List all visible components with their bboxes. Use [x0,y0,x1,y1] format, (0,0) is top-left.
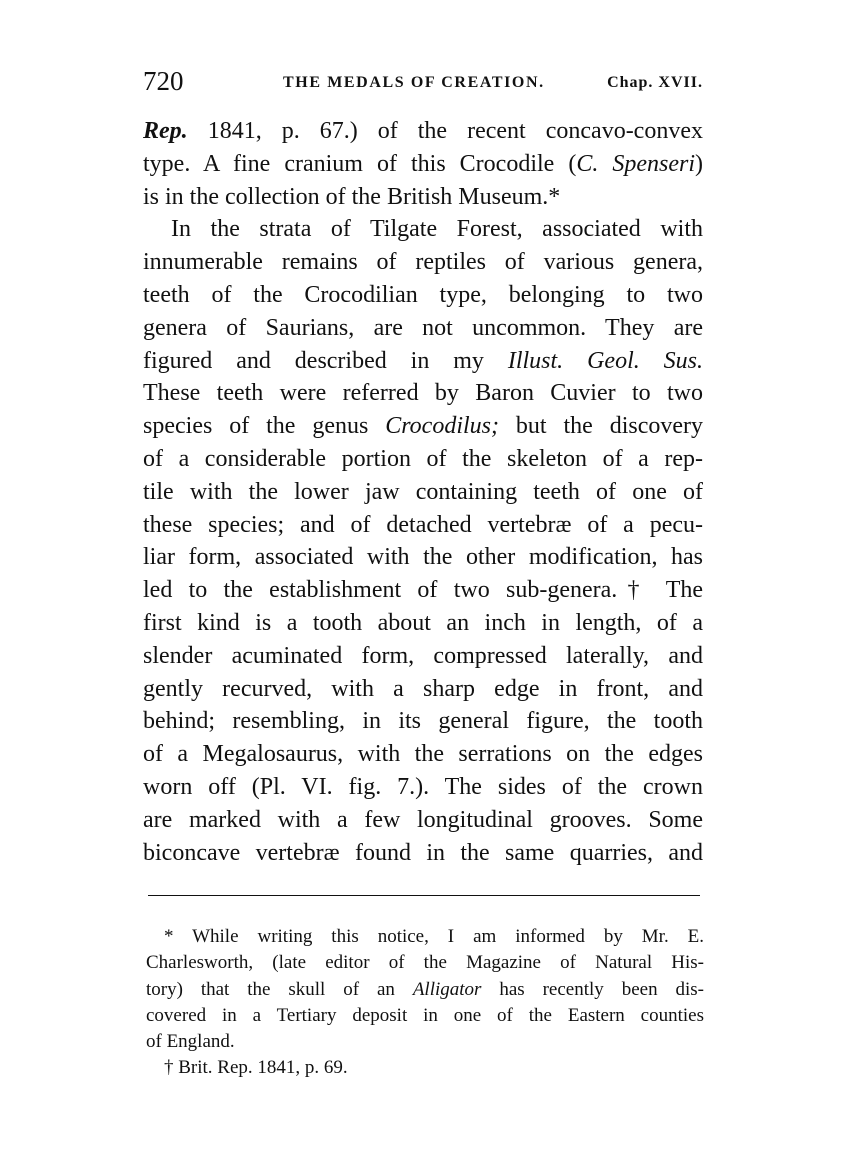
text-line: slender acuminated form, compressed laterally, and [143,642,703,669]
text-run: has recently been dis- [481,978,704,1000]
text-line [143,410,703,443]
text-run: figured and described in my [143,347,508,374]
text-run-bold-italic: Rep. [143,118,188,144]
text-run: ) [695,150,703,177]
page-number: 720 [143,66,184,96]
text-line [143,345,703,378]
text-line: led to the establishment of two sub-genera.† The [143,577,703,604]
text-run: but the discovery [499,413,703,440]
footnotes [146,924,704,1082]
text-line: of a considerable portion of the skeleton of a rep- [143,445,703,472]
text-line: these species; and of detached vertebræ of a pecu- [143,511,703,538]
text-line: biconcave vertebræ found in the same quarries, and [143,839,703,866]
text-line: gently recurved, with a sharp edge in front, and [143,675,703,702]
text-line: These teeth were referred by Baron Cuvier to two [143,380,703,407]
footnote-line: covered in a Tertiary deposit in one of the Eastern counties [146,1004,704,1026]
text-line: teeth of the Crocodilian type, belonging to two [143,281,703,308]
text-line: genera of Saurians, are not uncommon. They are [143,314,703,341]
text-line: of a Megalosaurus, with the serrations on the edges [143,741,703,768]
text-line: innumerable remains of reptiles of various genera, [143,249,703,276]
footnote-line: of England. [146,1031,235,1053]
text-line [143,148,703,181]
text-line: are marked with a few longitudinal grooves. Some [143,806,703,833]
page-header [143,64,703,98]
running-title: THE MEDALS OF CREATION. [283,74,545,91]
text-run-italic: Crocodilus; [385,413,499,440]
main-text [143,115,703,869]
text-line: liar form, associated with the other modification, has [143,544,703,571]
footnote-line: † Brit. Rep. 1841, p. 69. [164,1057,348,1079]
text-run-italic: C. Spenseri [576,150,695,177]
text-line: first kind is a tooth about an inch in length, of a [143,609,703,636]
text-line: behind; resembling, in its general figure, the tooth [143,708,703,735]
chapter-label: Chap. XVII. [607,74,703,91]
text-run: tory) that the skull of an [146,978,413,1000]
footnote-line: Charlesworth, (late editor of the Magazine of Natural His- [146,952,704,974]
text-line: tile with the lower jaw containing teeth of one of [143,478,703,505]
footnote-divider [148,895,700,896]
text-run: 1841, p. 67.) of the recent concavo-convex [187,118,703,144]
text-run-italic: Illust. Geol. Sus. [507,347,704,374]
text-run-italic: Alligator [412,978,482,1000]
text-line: worn off (Pl. VI. fig. 7.). The sides of the crown [143,773,703,800]
text-line: is in the collection of the British Museum.* [143,183,561,210]
text-line: In the strata of Tilgate Forest, associated with [171,216,703,243]
text-run: species of the genus [143,413,386,440]
text-run: type. A fine cranium of this Crocodile ( [143,150,577,177]
text-line [143,115,703,148]
footnote-line [146,977,704,1003]
footnote-line: * While writing this notice, I am informed by Mr. E. [164,926,704,947]
